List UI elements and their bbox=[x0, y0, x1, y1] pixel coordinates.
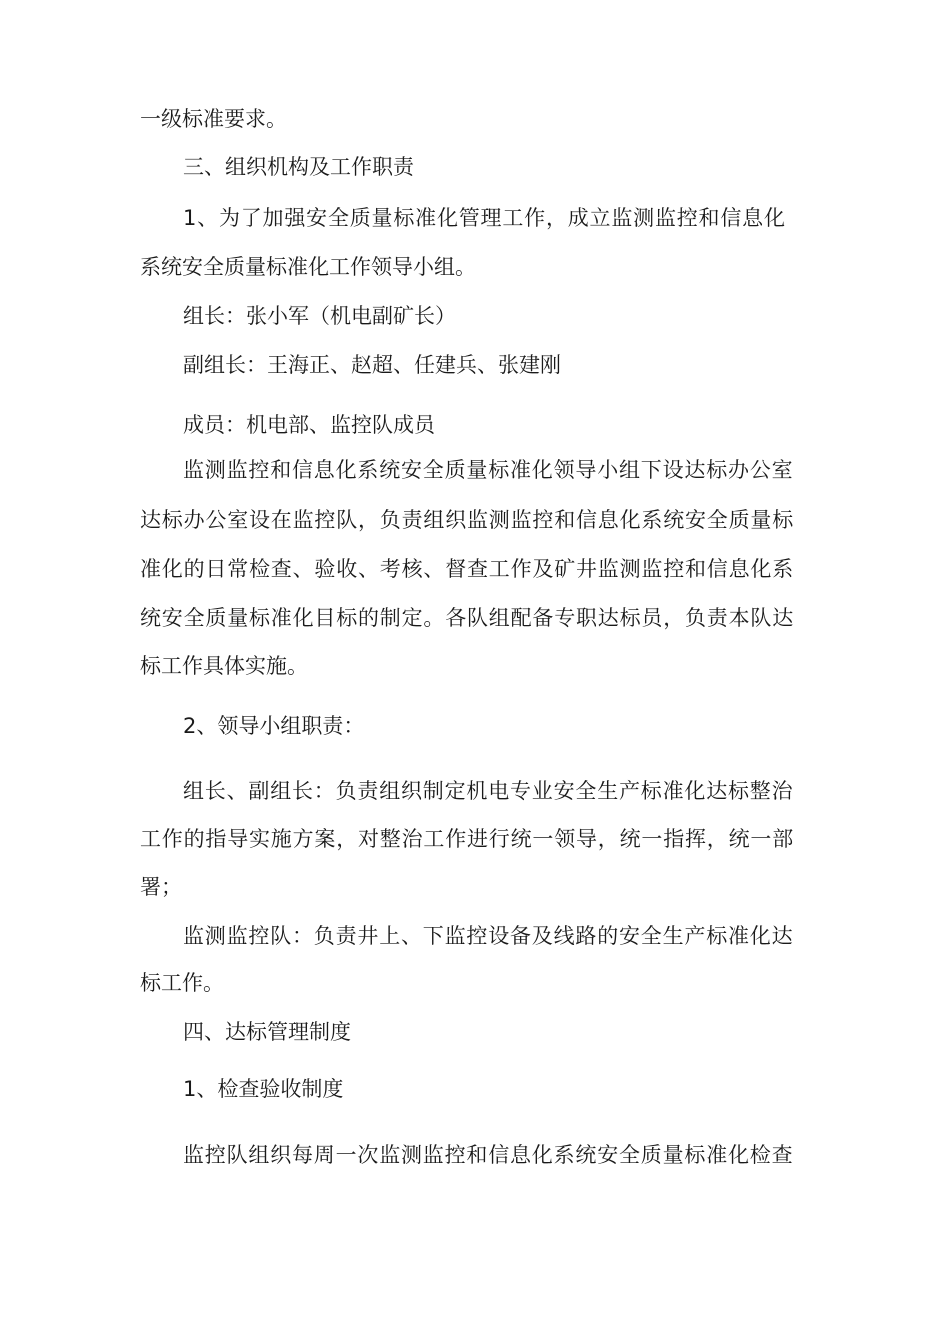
paragraph-line: 监测监控和信息化系统安全质量标准化领导小组下设达标办公室 bbox=[183, 458, 794, 482]
paragraph-line: 标工作具体实施。 bbox=[140, 654, 308, 678]
paragraph-line: 成员：机电部、监控队成员 bbox=[183, 413, 435, 437]
section-heading: 2、领导小组职责： bbox=[183, 714, 365, 738]
paragraph-line: 副组长：王海正、赵超、任建兵、张建刚 bbox=[183, 353, 561, 377]
paragraph-line: 标工作。 bbox=[140, 971, 224, 995]
paragraph-line: 统安全质量标准化目标的制定。各队组配备专职达标员，负责本队达 bbox=[140, 606, 794, 630]
section-heading: 四、达标管理制度 bbox=[183, 1020, 351, 1044]
section-heading: 1、检查验收制度 bbox=[183, 1077, 344, 1101]
paragraph-line: 监控队组织每周一次监测监控和信息化系统安全质量标准化检查 bbox=[183, 1143, 794, 1167]
paragraph-line: 系统安全质量标准化工作领导小组。 bbox=[140, 255, 476, 279]
paragraph-line: 监测监控队：负责井上、下监控设备及线路的安全生产标准化达 bbox=[183, 924, 794, 948]
paragraph-line: 署； bbox=[140, 875, 182, 899]
paragraph-line: 准化的日常检查、验收、考核、督查工作及矿井监测监控和信息化系 bbox=[140, 557, 794, 581]
paragraph-line: 1、为了加强安全质量标准化管理工作，成立监测监控和信息化 bbox=[183, 206, 786, 230]
paragraph-line: 工作的指导实施方案，对整治工作进行统一领导，统一指挥，统一部 bbox=[140, 827, 794, 851]
section-heading: 三、组织机构及工作职责 bbox=[183, 155, 414, 179]
paragraph-line: 达标办公室设在监控队，负责组织监测监控和信息化系统安全质量标 bbox=[140, 508, 794, 532]
paragraph-line: 一级标准要求。 bbox=[140, 107, 287, 131]
paragraph-line: 组长：张小军（机电副矿长） bbox=[183, 304, 456, 328]
paragraph-line: 组长、副组长：负责组织制定机电专业安全生产标准化达标整治 bbox=[183, 779, 794, 803]
